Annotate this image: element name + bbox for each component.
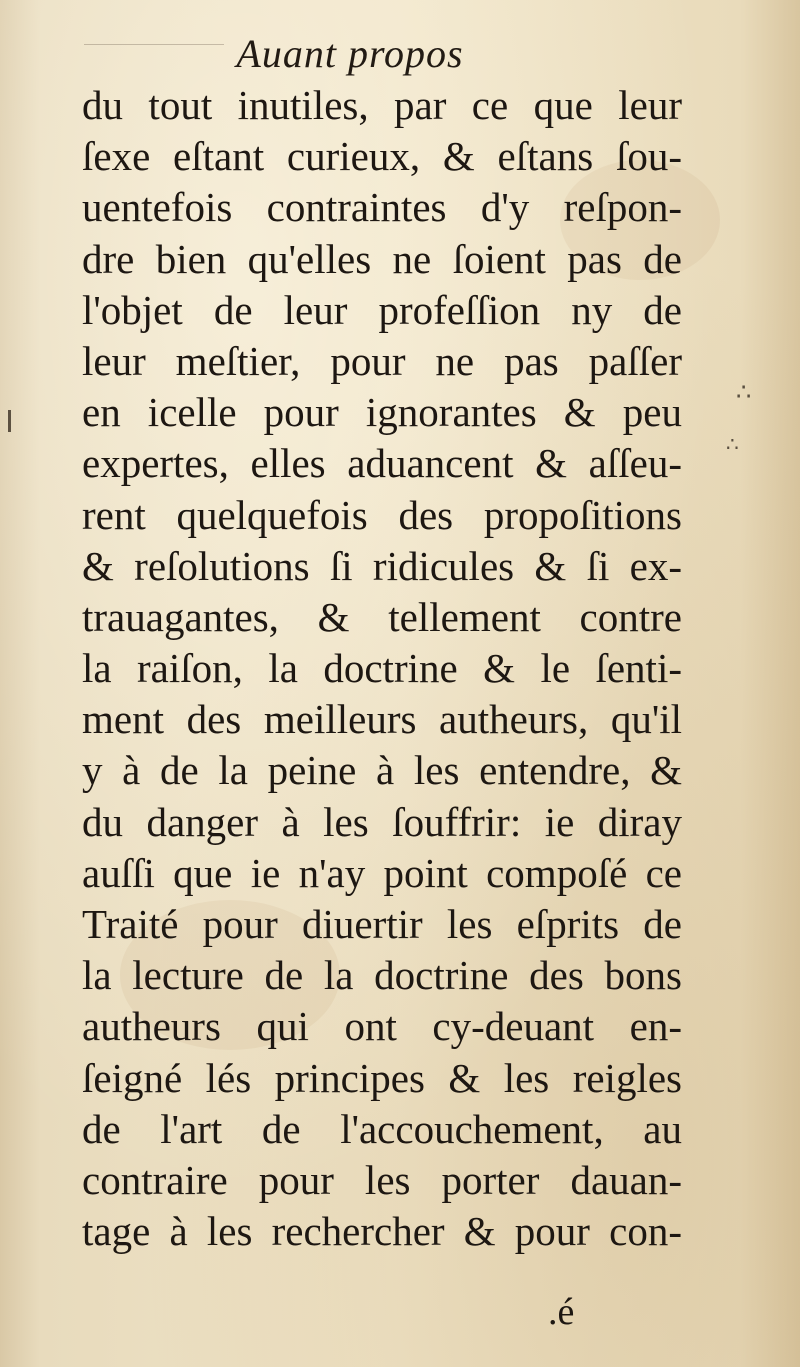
text-line: auſſi que ie n'ay point compoſé ce xyxy=(82,849,682,896)
text-line: ment des meilleurs autheurs, qu'il xyxy=(82,696,682,743)
text-line: la raiſon, la doctrine & le ſenti- xyxy=(82,645,682,692)
text-line: de l'art de l'accouchement, au xyxy=(82,1105,682,1152)
body-text xyxy=(82,80,682,1257)
running-head: Auant propos xyxy=(236,31,464,76)
text-line: tage à les rechercher & pour con- xyxy=(82,1208,682,1255)
text-line: ſeigné lés principes & les reigles xyxy=(82,1054,682,1101)
text-line: la lecture de la doctrine des bons xyxy=(82,952,682,999)
text-line: expertes, elles aduancent & aſſeu- xyxy=(82,440,682,487)
text-line: du danger à les ſouffrir: ie diray xyxy=(82,798,682,845)
text-line: l'objet de leur profeſſion ny de xyxy=(82,286,682,333)
text-line: trauagantes, & tellement contre xyxy=(82,593,682,640)
text-line: contraire pour les porter dauan- xyxy=(82,1156,682,1203)
text-line: y à de la peine à les entendre, & xyxy=(82,747,682,794)
margin-bleedthrough-mark: ∴ xyxy=(726,434,739,456)
text-line: autheurs qui ont cy-deuant en- xyxy=(82,1003,682,1050)
margin-tick xyxy=(8,410,11,432)
text-line: Traité pour diuertir les eſprits de xyxy=(82,901,682,947)
text-line: & reſolutions ſi ridicules & ſi ex- xyxy=(82,542,682,589)
text-line: du tout inutiles, par ce que leur xyxy=(82,82,682,128)
margin-bleedthrough-mark: ∴ xyxy=(736,380,752,406)
text-line: uentefois contraintes d'y reſpon- xyxy=(82,184,682,231)
text-line: en icelle pour ignorantes & peu xyxy=(82,389,682,436)
catchword: .é xyxy=(548,1291,575,1333)
text-line: rent quelquefois des propoſitions xyxy=(82,491,682,538)
text-line: leur meſtier, pour ne pas paſſer xyxy=(82,337,682,384)
text-line: ſexe eſtant curieux, & eſtans ſou- xyxy=(82,133,682,180)
text-line: dre bien qu'elles ne ſoient pas de xyxy=(82,235,682,282)
